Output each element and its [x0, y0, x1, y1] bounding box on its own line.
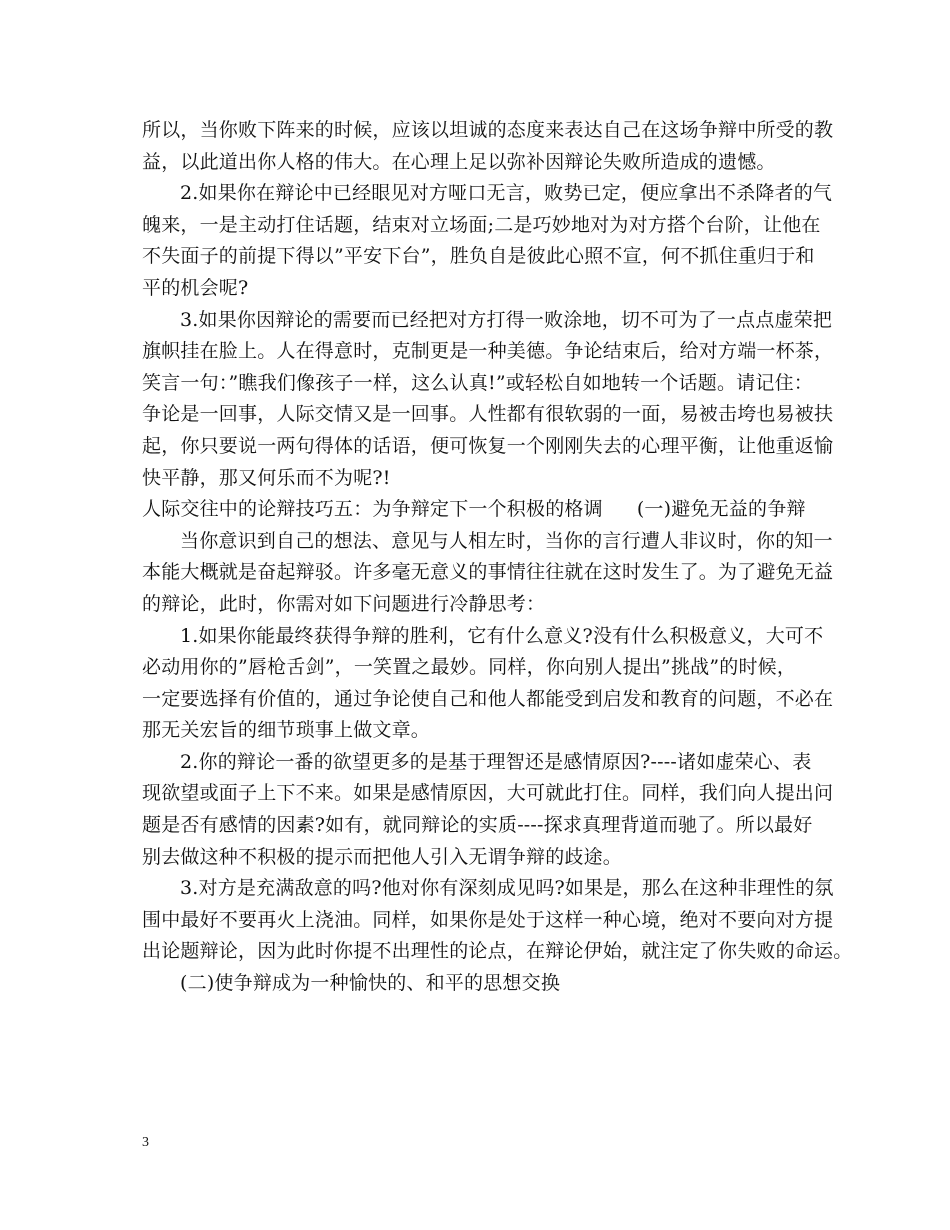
document-body	[142, 115, 853, 1000]
paragraph-line: 一定要选择有价值的，通过争论使自己和他人都能受到启发和教育的问题，不必在	[142, 687, 834, 710]
section-title: 人际交往中的论辩技巧五：为争辩定下一个积极的格调	[142, 498, 603, 521]
paragraph-line: 3.如果你因辩论的需要而已经把对方打得一败涂地，切不可为了一点点虚荣把	[180, 308, 833, 331]
paragraph-line: 1.如果你能最终获得争辩的胜利，它有什么意义?没有什么积极意义，大可不	[180, 624, 824, 647]
paragraph-line: 魄来，一是主动打住话题，结束对立场面;二是巧妙地对为对方搭个台阶，让他在	[142, 213, 821, 236]
paragraph-line: 必动用你的”唇枪舌剑”，一笑置之最妙。同样，你向别人提出”挑战”的时候，	[142, 656, 797, 679]
paragraph-line: 不失面子的前提下得以”平安下台”，胜负自是彼此心照不宣，何不抓住重归于和	[142, 245, 815, 268]
paragraph-line: 争论是一回事，人际交情又是一回事。人性都有很软弱的一面，易被击垮也易被扶	[142, 403, 834, 426]
paragraph-line: 题是否有感情的因素?如有，就同辩论的实质----探求真理背道而驰了。所以最好	[142, 814, 813, 837]
paragraph-line: 2.你的辩论一番的欲望更多的是基于理智还是感情原因?----诸如虚荣心、表	[180, 750, 812, 773]
paragraph-line: 当你意识到自己的想法、意见与人相左时，当你的言行遭人非议时，你的知一	[180, 529, 833, 552]
paragraph-line: 笑言一句：”瞧我们像孩子一样，这么认真!”或轻松自如地转一个话题。请记住：	[142, 371, 813, 394]
paragraph-line: 益，以此道出你人格的伟大。在心理上足以弥补因辩论失败所造成的遗憾。	[142, 150, 776, 173]
paragraph-line: 所以，当你败下阵来的时候，应该以坦诚的态度来表达自己在这场争辩中所受的教	[142, 119, 834, 141]
paragraph-line: 3.对方是充满敌意的吗?他对你有深刻成见吗?如果是，那么在这种非理性的氛	[180, 877, 834, 900]
paragraph-line: 平的机会呢?	[142, 276, 249, 299]
paragraph-line: 别去做这种不积极的提示而把他人引入无谓争辩的歧途。	[142, 845, 623, 868]
paragraph-line: 的辩论，此时，你需对如下问题进行冷静思考：	[142, 592, 546, 615]
paragraph-line: 围中最好不要再火上浇油。同样，如果你是处于这样一种心境，绝对不要向对方提	[142, 908, 834, 931]
paragraph-line: 起，你只要说一两句得体的话语，便可恢复一个刚刚失去的心理平衡，让他重返愉	[142, 434, 834, 457]
paragraph-line: 旗帜挂在脸上。人在得意时，克制更是一种美德。争论结束后，给对方端一杯茶，	[142, 340, 834, 363]
page-number: 3	[142, 1135, 149, 1150]
paragraph-line: 那无关宏旨的细节琐事上做文章。	[142, 719, 431, 742]
paragraph-line: 现欲望或面子上下不来。如果是感情原因，大可就此打住。同样，我们向人提出问	[142, 782, 834, 805]
paragraph-line: (二)使争辩成为一种愉快的、和平的思想交换	[180, 972, 561, 995]
section-heading	[142, 494, 822, 526]
paragraph-line: 本能大概就是奋起辩驳。许多毫无意义的事情往往就在这时发生了。为了避免无益	[142, 561, 834, 584]
paragraph-line: 2.如果你在辩论中已经眼见对方哑口无言，败势已定，便应拿出不杀降者的气	[180, 182, 833, 205]
paragraph-line: 快平静，那又何乐而不为呢?!	[142, 466, 391, 489]
section-subtitle: (一)避免无益的争辩	[636, 498, 806, 521]
paragraph-line: 出论题辩论，因为此时你提不出理性的论点，在辩论伊始，就注定了你失败的命运。	[142, 940, 853, 963]
